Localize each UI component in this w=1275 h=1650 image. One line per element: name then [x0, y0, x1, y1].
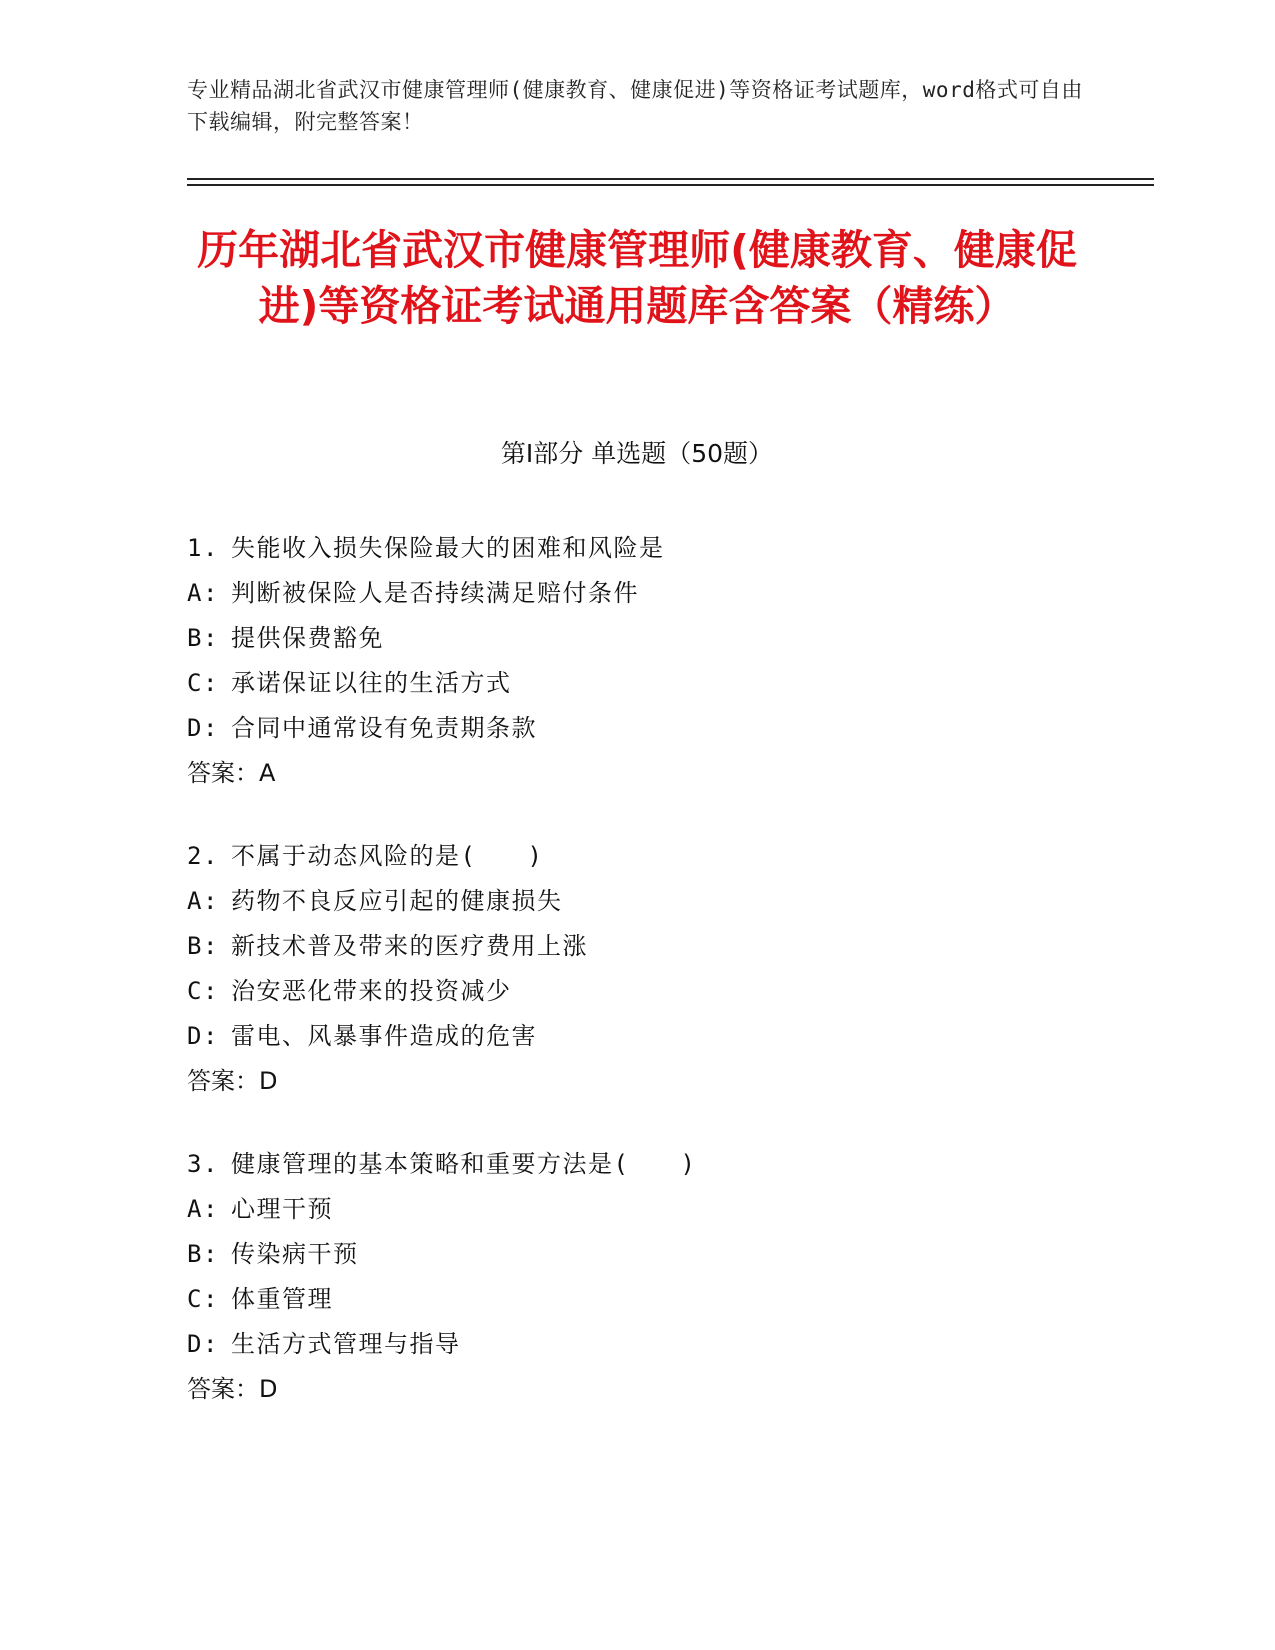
answer-prefix: 答案： — [187, 759, 259, 787]
option-text: 传染病干预 — [231, 1240, 359, 1268]
option-d — [187, 706, 1087, 751]
option-label: B: — [187, 624, 219, 652]
option-text: 雷电、风暴事件造成的危害 — [231, 1022, 537, 1050]
header-note: 专业精品湖北省武汉市健康管理师(健康教育、健康促进)等资格证考试题库，word格式可自由下载编辑，附完整答案！ — [187, 78, 1083, 134]
option-text: 承诺保证以往的生活方式 — [231, 669, 512, 697]
answer-prefix: 答案： — [187, 1375, 259, 1403]
question-1 — [187, 526, 1087, 796]
option-label: D: — [187, 1330, 219, 1358]
question-number: 1. — [187, 534, 219, 562]
answer-value: D — [259, 1067, 278, 1095]
question-text: 失能收入损失保险最大的困难和风险是 — [231, 534, 665, 562]
answer-value: A — [259, 759, 276, 787]
option-b — [187, 616, 1087, 661]
answer-value: D — [259, 1375, 278, 1403]
option-c — [187, 661, 1087, 706]
option-label: C: — [187, 977, 219, 1005]
option-label: A: — [187, 1195, 219, 1223]
document-title: 历年湖北省武汉市健康管理师(健康教育、健康促进)等资格证考试通用题库含答案（精练） — [197, 226, 1077, 330]
question-number: 2. — [187, 842, 219, 870]
answer-line — [187, 1059, 1087, 1104]
question-number: 3. — [187, 1150, 219, 1178]
option-text: 提供保费豁免 — [231, 624, 384, 652]
option-label: A: — [187, 887, 219, 915]
option-label: D: — [187, 714, 219, 742]
question-2 — [187, 834, 1087, 1104]
question-stem — [187, 834, 1087, 879]
question-list — [187, 526, 1087, 1450]
option-text: 治安恶化带来的投资减少 — [231, 977, 512, 1005]
question-stem — [187, 526, 1087, 571]
question-stem — [187, 1142, 1087, 1187]
answer-prefix: 答案： — [187, 1067, 259, 1095]
option-text: 合同中通常设有免责期条款 — [231, 714, 537, 742]
answer-line — [187, 751, 1087, 796]
option-d — [187, 1014, 1087, 1059]
option-label: B: — [187, 932, 219, 960]
question-text: 不属于动态风险的是( ) — [231, 842, 544, 870]
option-a — [187, 571, 1087, 616]
header-divider-top — [187, 178, 1154, 180]
option-d — [187, 1322, 1087, 1367]
option-c — [187, 1277, 1087, 1322]
section-title: 第Ⅰ部分 单选题（50题） — [500, 439, 774, 468]
option-text: 生活方式管理与指导 — [231, 1330, 461, 1358]
option-text: 药物不良反应引起的健康损失 — [231, 887, 563, 915]
answer-line — [187, 1367, 1087, 1412]
option-b — [187, 1232, 1087, 1277]
option-a — [187, 879, 1087, 924]
question-3 — [187, 1142, 1087, 1412]
option-label: C: — [187, 1285, 219, 1313]
question-text: 健康管理的基本策略和重要方法是( ) — [231, 1150, 697, 1178]
option-label: B: — [187, 1240, 219, 1268]
option-text: 心理干预 — [231, 1195, 333, 1223]
option-label: A: — [187, 579, 219, 607]
option-text: 体重管理 — [231, 1285, 333, 1313]
option-text: 新技术普及带来的医疗费用上涨 — [231, 932, 588, 960]
option-b — [187, 924, 1087, 969]
option-label: C: — [187, 669, 219, 697]
header-divider-bottom — [187, 184, 1154, 186]
option-text: 判断被保险人是否持续满足赔付条件 — [231, 579, 639, 607]
option-c — [187, 969, 1087, 1014]
option-a — [187, 1187, 1087, 1232]
option-label: D: — [187, 1022, 219, 1050]
